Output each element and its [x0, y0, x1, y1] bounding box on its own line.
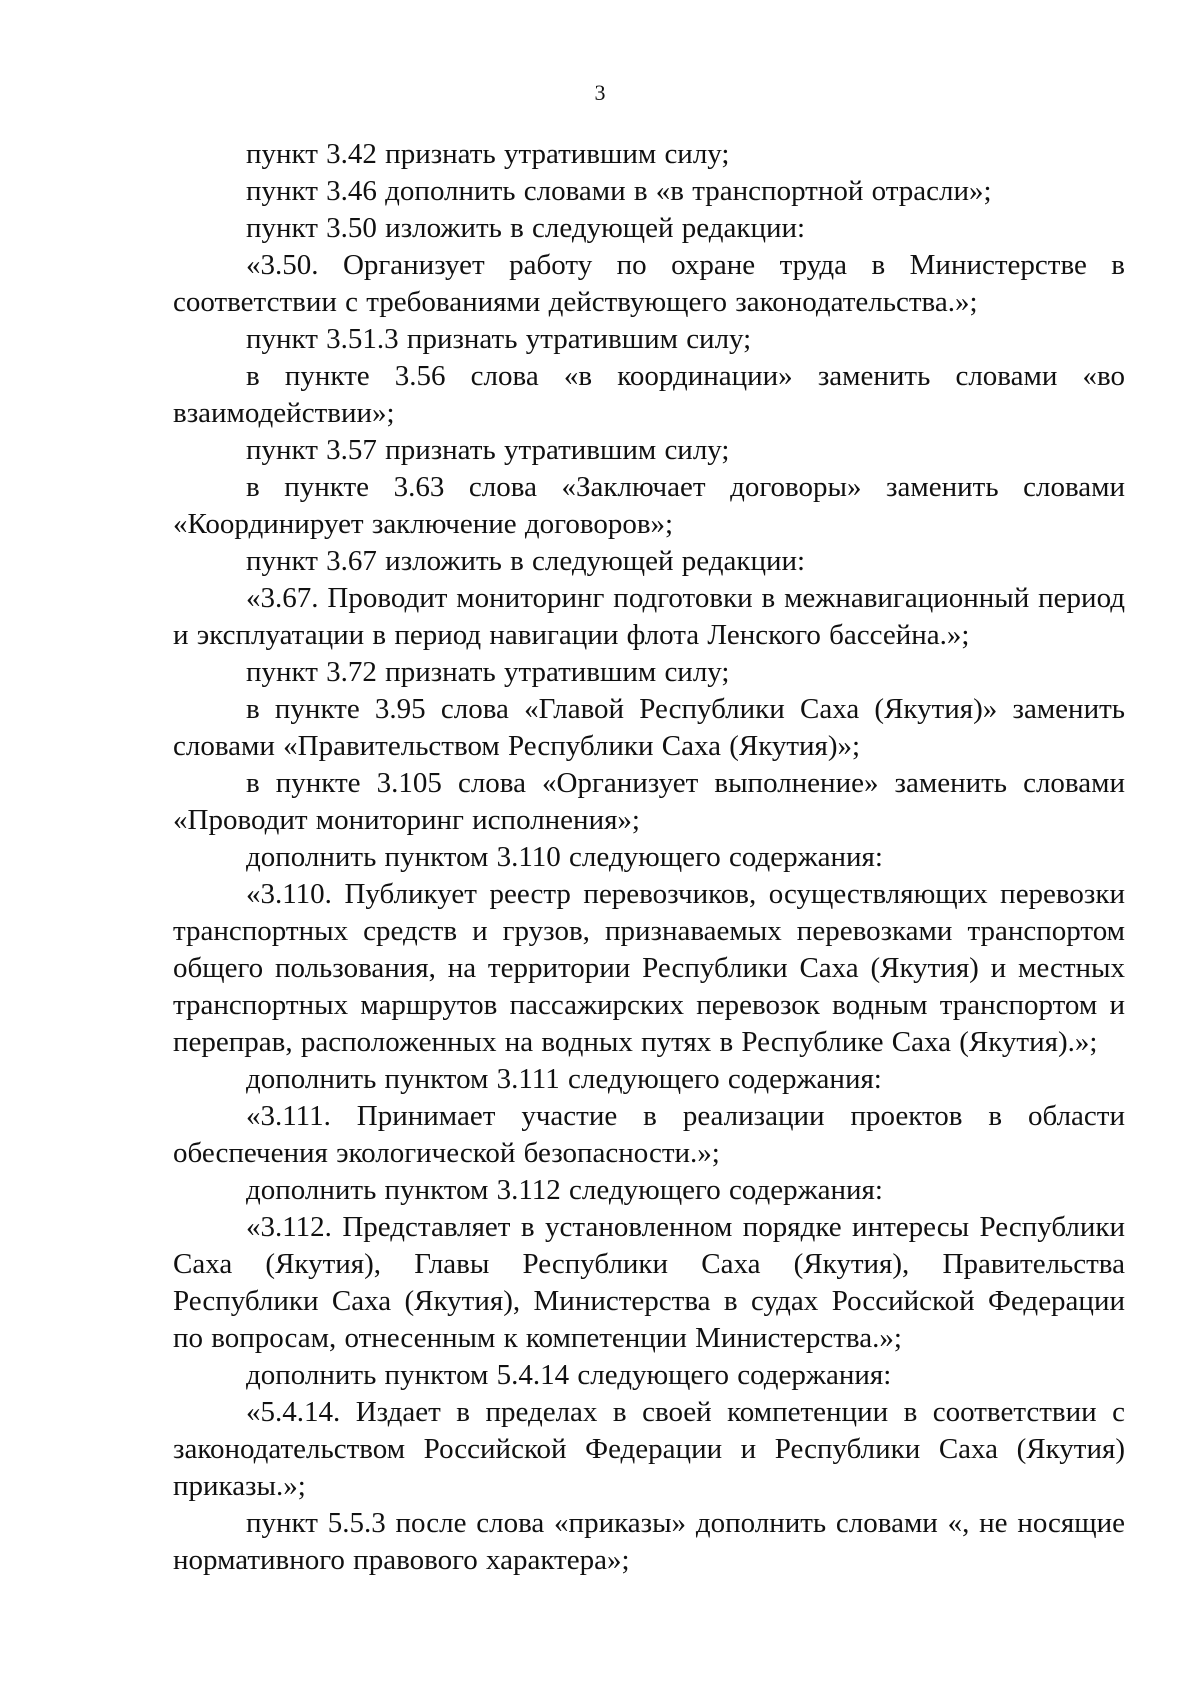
paragraph: «3.112. Представляет в установленном порядке интересы Республики Саха (Якутия), Главы Республики Саха (Якутия), Правительства Республики Саха (Якутия), Министерства в судах Российской Федерации по вопросам, отнесенным к компетенции Министерства.»;: [173, 1211, 1125, 1354]
paragraph: в пункте 3.95 слова «Главой Республики Саха (Якутия)» заменить словами «Правительством Республики Саха (Якутия)»;: [173, 693, 1125, 762]
paragraph: «3.67. Проводит мониторинг подготовки в межнавигационный период и эксплуатации в период навигации флота Ленского бассейна.»;: [173, 582, 1125, 651]
paragraph: дополнить пунктом 3.110 следующего содержания:: [246, 841, 883, 873]
paragraph: «5.4.14. Издает в пределах в своей компетенции в соответствии с законодательством Российской Федерации и Республики Саха (Якутия) приказы.»;: [173, 1396, 1125, 1502]
document-body: [173, 136, 1125, 1579]
paragraph: «3.111. Принимает участие в реализации проектов в области обеспечения экологической безопасности.»;: [173, 1100, 1125, 1169]
paragraph: «3.50. Организует работу по охране труда в Министерстве в соответствии с требованиями действующего законодательства.»;: [173, 249, 1125, 318]
paragraph: дополнить пунктом 5.4.14 следующего содержания:: [246, 1359, 892, 1391]
paragraph: дополнить пунктом 3.112 следующего содержания:: [246, 1174, 883, 1206]
paragraph: пункт 3.46 дополнить словами в «в транспортной отрасли»;: [246, 175, 992, 207]
paragraph: в пункте 3.63 слова «Заключает договоры» заменить словами «Координирует заключение договоров»;: [173, 471, 1125, 540]
page-number: 3: [594, 80, 606, 105]
paragraph: в пункте 3.56 слова «в координации» заменить словами «во взаимодействии»;: [173, 360, 1125, 429]
paragraph: пункт 3.67 изложить в следующей редакции:: [246, 545, 806, 577]
paragraph: пункт 5.5.3 после слова «приказы» дополнить словами «, не носящие нормативного правового характера»;: [173, 1507, 1125, 1576]
paragraph: пункт 3.57 признать утратившим силу;: [246, 434, 730, 466]
paragraph: дополнить пунктом 3.111 следующего содержания:: [246, 1063, 882, 1095]
paragraph: пункт 3.42 признать утратившим силу;: [246, 138, 730, 170]
paragraph: в пункте 3.105 слова «Организует выполнение» заменить словами «Проводит мониторинг исполнения»;: [173, 767, 1125, 836]
paragraph: пункт 3.51.3 признать утратившим силу;: [246, 323, 752, 355]
paragraph: «3.110. Публикует реестр перевозчиков, осуществляющих перевозки транспортных средств и грузов, признаваемых перевозками транспортом общего пользования, на территории Республики Саха (Якутия) и местных транспортных маршрутов пассажирских перевозок водным транспортом и переправ, расположенных на водных путях в Республике Саха (Якутия).»;: [173, 878, 1125, 1058]
paragraph: пункт 3.72 признать утратившим силу;: [246, 656, 730, 688]
paragraph: пункт 3.50 изложить в следующей редакции:: [246, 212, 806, 244]
